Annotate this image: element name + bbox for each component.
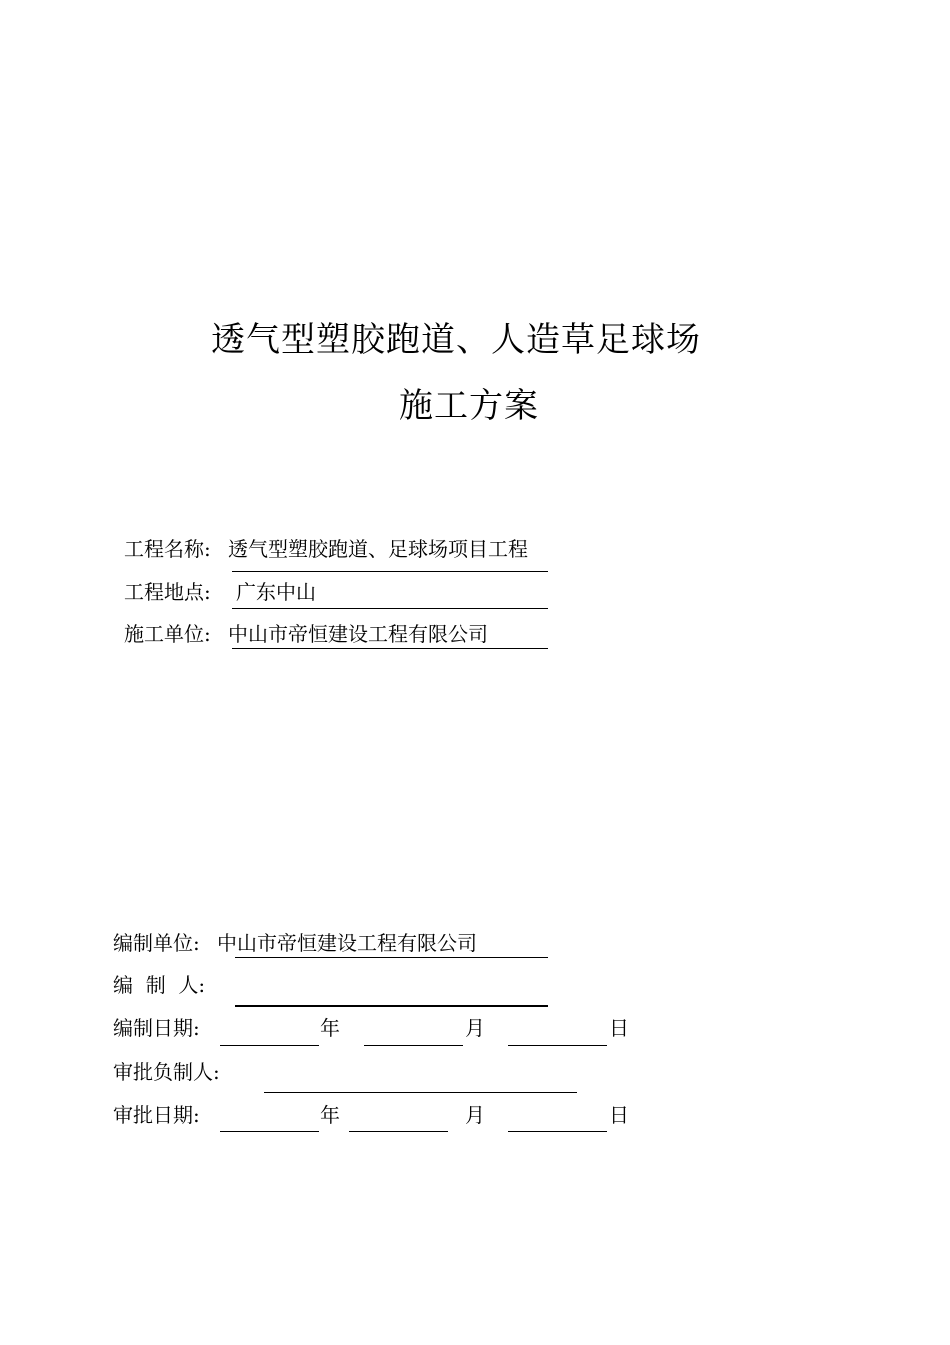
contractor-label: 施工单位: <box>124 622 211 646</box>
compile-date-label: 编制日期: <box>113 1016 200 1040</box>
approval-year-underline <box>220 1131 319 1132</box>
contractor-value: 中山市帝恒建设工程有限公司 <box>228 622 488 646</box>
compile-day-unit: 日 <box>609 1016 629 1040</box>
document-subtitle: 施工方案 <box>399 386 539 426</box>
compile-unit-label: 编制单位: <box>113 931 200 955</box>
approval-person-underline <box>264 1092 577 1093</box>
approval-person-label: 审批负制人: <box>113 1060 220 1084</box>
compile-year-unit: 年 <box>320 1016 340 1040</box>
compile-unit-underline <box>235 957 548 958</box>
compile-unit-value: 中山市帝恒建设工程有限公司 <box>217 931 477 955</box>
document-title: 透气型塑胶跑道、人造草足球场 <box>211 320 701 360</box>
compile-month-unit: 月 <box>465 1016 485 1040</box>
approval-day-underline <box>508 1131 607 1132</box>
project-location-value: 广东中山 <box>236 580 316 604</box>
approval-month-underline <box>349 1131 448 1132</box>
compile-day-underline <box>508 1045 607 1046</box>
approval-year-unit: 年 <box>320 1103 340 1127</box>
approval-month-unit: 月 <box>465 1103 485 1127</box>
compile-person-underline <box>235 1005 548 1007</box>
approval-day-unit: 日 <box>609 1103 629 1127</box>
compile-month-underline <box>364 1045 463 1046</box>
project-name-value: 透气型塑胶跑道、足球场项目工程 <box>228 537 528 561</box>
approval-date-label: 审批日期: <box>113 1103 200 1127</box>
compile-person-label: 编 制 人: <box>113 973 206 997</box>
compile-year-underline <box>220 1045 319 1046</box>
project-name-underline <box>232 571 548 572</box>
project-location-underline <box>232 608 548 609</box>
project-location-label: 工程地点: <box>124 580 211 604</box>
contractor-underline <box>232 648 548 649</box>
project-name-label: 工程名称: <box>124 537 211 561</box>
